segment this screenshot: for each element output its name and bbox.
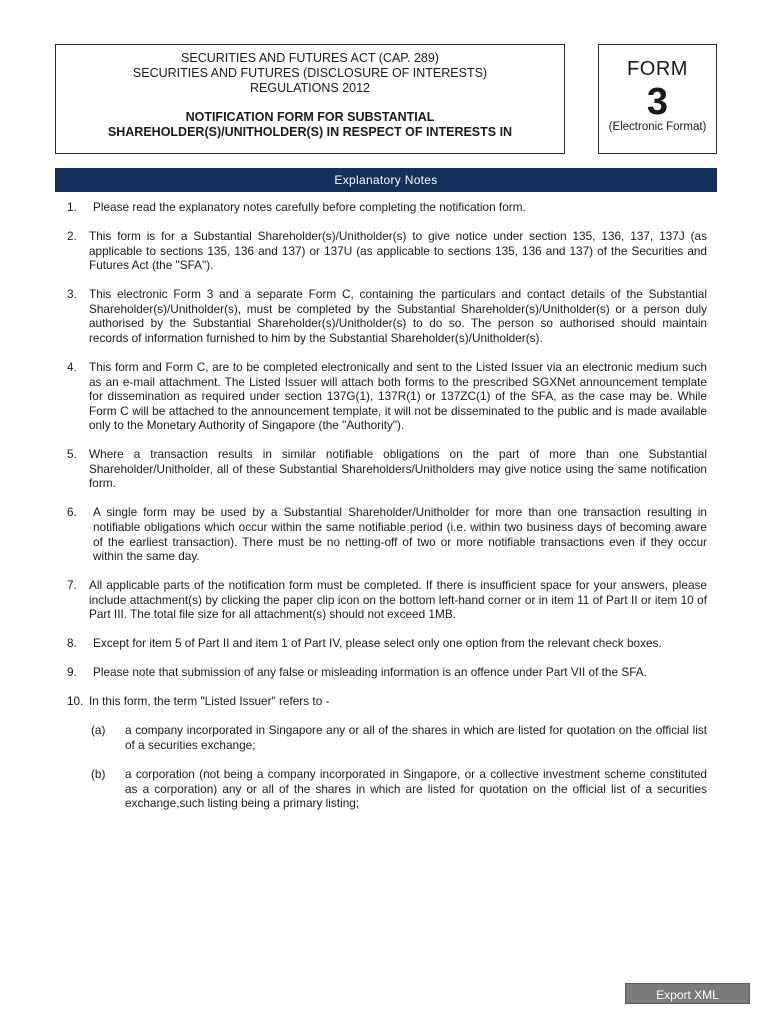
explanatory-notes-banner: Explanatory Notes — [55, 168, 717, 192]
note-text: All applicable parts of the notification form must be completed. If there is insufficient space for your answers, please include attachment(s) by clicking the paper clip icon on the bottom left-hand corner or in item 11 of Part II or item 10 of Part III. The total file size for all attachment(s) should not exceed 1MB. — [89, 578, 707, 622]
note-text: A single form may be used by a Substantial Shareholder/Unitholder for more than one transaction resulting in notifiable obligations which occur within the same notifiable period (i.e. within two business days of becoming aware of the earliest transaction). There must be no netting-off of two or more notifiable transactions even if they occur within the same day. — [93, 505, 707, 564]
act-title-line-1: SECURITIES AND FUTURES ACT (CAP. 289) — [181, 51, 439, 65]
sub-note-text: a corporation (not being a company incorporated in Singapore, or a collective investment scheme constituted as a corporation) any or all of the shares in which are listed for quotation on the official list of a securities exchange,such listing being a primary listing; — [125, 766, 707, 811]
form-title-box — [55, 44, 565, 154]
note-item — [67, 665, 707, 680]
note-item — [67, 636, 707, 651]
sub-note-label: (a) — [91, 723, 106, 738]
form-heading-line-1: NOTIFICATION FORM FOR SUBSTANTIAL — [185, 110, 435, 124]
sub-note-item — [91, 723, 707, 752]
note-number: 9. — [67, 665, 77, 680]
note-item — [67, 578, 707, 622]
note-text: This form is for a Substantial Shareholder(s)/Unitholder(s) to give notice under section 135, 136, 137, 137J (as applicable to sections 135, 136 and 137) or 137U (as applicable to sections 135, 136 and 137) of the Securities and Futures Act (the "SFA"). — [89, 228, 707, 273]
note-number: 2. — [67, 228, 77, 243]
note-text: Please read the explanatory notes carefully before completing the notification form. — [93, 200, 526, 214]
note-number: 3. — [67, 287, 77, 302]
form-format-label: (Electronic Format) — [608, 121, 707, 133]
act-title-line-3: REGULATIONS 2012 — [250, 81, 370, 95]
form-heading-line-2: SHAREHOLDER(S)/UNITHOLDER(S) IN RESPECT OF INTERESTS IN — [107, 125, 513, 139]
note-number: 4. — [67, 359, 77, 374]
note-text: Except for item 5 of Part II and item 1 of Part IV, please select only one option from the relevant check boxes. — [93, 636, 662, 651]
act-title-line-2: SECURITIES AND FUTURES (DISCLOSURE OF INTERESTS) — [132, 66, 488, 80]
export-xml-button[interactable]: Export XML — [625, 983, 750, 1004]
form-label: FORM — [627, 58, 688, 80]
note-number: 5. — [67, 447, 77, 462]
sub-note-text: a company incorporated in Singapore any or all of the shares in which are listed for quotation on the official list of a securities exchange; — [125, 723, 707, 752]
note-item — [67, 360, 707, 433]
note-number: 8. — [67, 636, 77, 651]
note-number: 1. — [67, 200, 77, 214]
note-item — [67, 505, 707, 563]
explanatory-notes-list — [67, 200, 707, 825]
note-text: This electronic Form 3 and a separate Form C, containing the particulars and contact details of the Substantial Shareholder(s)/Unitholder(s), must be completed by the Substantial Shareholder(s)/Unitholder(s) or a person duly authorised by the Substantial Shareholder(s)/Unitholder(s) to do so. The person so authorised should maintain records of information furnished to him by the Substantial Shareholder(s)/Unitholder(s). — [89, 287, 707, 345]
note-item — [67, 287, 707, 345]
sub-note-label: (b) — [91, 766, 106, 781]
sub-note-item — [91, 767, 707, 811]
note-item — [67, 229, 707, 273]
form-number-box — [598, 44, 717, 154]
note-item — [67, 200, 707, 215]
note-text: Please note that submission of any false or misleading information is an offence under Part VII of the SFA. — [93, 665, 647, 680]
note-item — [67, 447, 707, 491]
note-number: 6. — [67, 505, 77, 520]
note-text: Where a transaction results in similar notifiable obligations on the part of more than one Substantial Shareholder/Unitholder, all of these Substantial Shareholders/Unitholders may give notice using the same notification form. — [89, 447, 707, 491]
form-number: 3 — [646, 81, 669, 123]
note-text: This form and Form C, are to be completed electronically and sent to the Listed Issuer via an electronic medium such as an e-mail attachment. The Listed Issuer will attach both forms to the prescribed SGXNet announcement template for dissemination as required under section 137G(1), 137R(1) or 137ZC(1) of the SFA, as the case may be. While Form C will be attached to the announcement template, it will not be disseminated to the public and is made available only to the Monetary Authority of Singapore (the "Authority"). — [89, 359, 707, 433]
note-text: In this form, the term "Listed Issuer" refers to - — [89, 694, 330, 709]
note-item — [67, 694, 707, 709]
note-number: 7. — [67, 578, 77, 593]
note-number: 10. — [67, 694, 84, 709]
